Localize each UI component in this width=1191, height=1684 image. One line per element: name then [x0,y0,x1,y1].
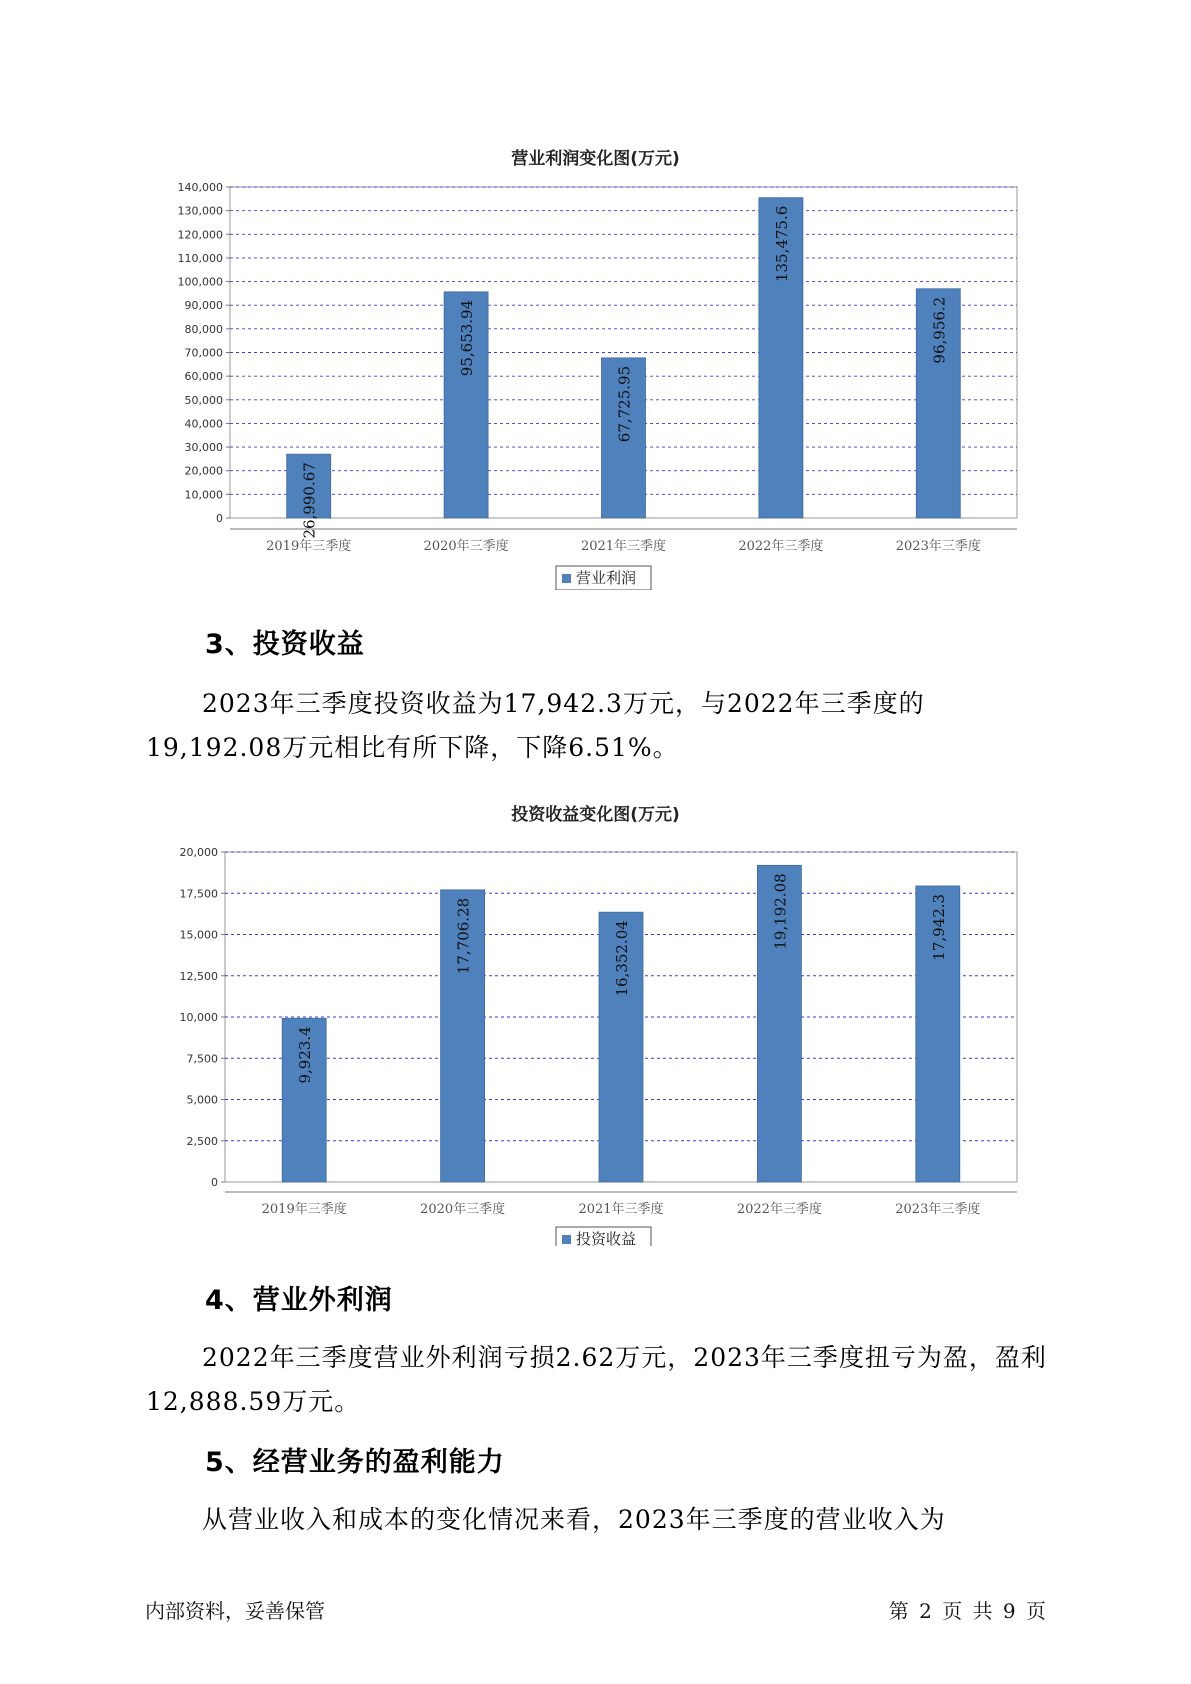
y-tick-label: 120,000 [177,228,223,242]
x-category-label: 2020年三季度 [423,539,509,554]
x-category-label: 2021年三季度 [580,539,667,554]
bar-data-label: 16,352.04 [613,920,631,997]
y-tick-label: 10,000 [184,488,223,502]
y-tick-label: 0 [211,1176,218,1189]
section-heading-investment-income: 3、投资收益 [205,629,365,660]
y-tick-label: 30,000 [184,441,223,455]
y-tick-label: 60,000 [184,370,223,384]
operating-profit-chart [0,170,1191,590]
y-tick-label: 140,000 [177,181,223,194]
x-category-label: 2019年三季度 [261,1202,347,1217]
legend-swatch [562,574,571,583]
legend-swatch [562,1235,571,1244]
investment-income-paragraph: 2023年三季度投资收益为17,942.3万元，与2022年三季度的19,192.08万元相比有所下降，下降6.51%。 [146,689,925,762]
bar-data-label: 17,942.3 [929,893,948,961]
bar-data-label: 135,475.6 [772,205,791,283]
y-tick-label: 17,500 [179,887,218,901]
non-operating-profit-paragraph: 2022年三季度营业外利润亏损2.62万元，2023年三季度扭亏为盈，盈利12,888.59万元。 [146,1343,1047,1416]
chart-title-operating-profit: 营业利润变化图(万元) [511,149,680,169]
bar-data-label: 67,725.95 [615,365,634,443]
y-tick-label: 40,000 [184,417,223,431]
y-tick-label: 20,000 [184,464,223,478]
profitability-paragraph: 从营业收入和成本的变化情况来看，2023年三季度的营业收入为 [202,1505,946,1534]
chart-title-investment-income: 投资收益变化图(万元) [511,805,680,825]
y-tick-label: 100,000 [177,275,223,289]
bar-data-label: 26,990.67 [300,462,319,539]
y-tick-label: 110,000 [177,251,223,265]
y-tick-label: 0 [216,512,223,525]
y-tick-label: 130,000 [177,204,223,218]
section-heading-profitability: 5、经营业务的盈利能力 [205,1447,505,1478]
x-category-label: 2021年三季度 [578,1202,664,1217]
bar-data-label: 96,956.2 [930,296,949,364]
x-category-label: 2023年三季度 [895,539,981,554]
y-tick-label: 20,000 [179,846,218,859]
y-tick-label: 90,000 [184,299,223,313]
y-tick-label: 2,500 [186,1134,218,1148]
x-category-label: 2020年三季度 [420,1202,506,1217]
section-heading-non-operating-profit: 4、营业外利润 [205,1285,393,1316]
y-tick-label: 80,000 [184,322,223,336]
y-tick-label: 50,000 [184,393,223,407]
y-tick-label: 7,500 [186,1052,218,1066]
x-category-label: 2023年三季度 [895,1202,981,1217]
y-tick-label: 12,500 [179,969,218,983]
bar-data-label: 9,923.4 [296,1026,315,1084]
bar-data-label: 19,192.08 [771,873,790,950]
y-tick-label: 70,000 [184,346,223,360]
y-tick-label: 15,000 [179,928,218,942]
x-category-label: 2019年三季度 [266,539,352,554]
x-category-label: 2022年三季度 [738,539,824,554]
y-tick-label: 10,000 [179,1011,218,1024]
legend-label: 投资收益 [576,1230,637,1246]
footer-confidential-note: 内部资料，妥善保管 [145,1599,325,1623]
bar-data-label: 17,706.28 [454,897,473,975]
footer-page-number: 第 2 页 共 9 页 [888,1599,1046,1623]
investment-income-chart [0,826,1191,1246]
x-category-label: 2022年三季度 [736,1202,822,1217]
y-tick-label: 5,000 [186,1093,218,1107]
bar-data-label: 95,653.94 [458,299,477,377]
legend-label: 营业利润 [576,569,637,587]
